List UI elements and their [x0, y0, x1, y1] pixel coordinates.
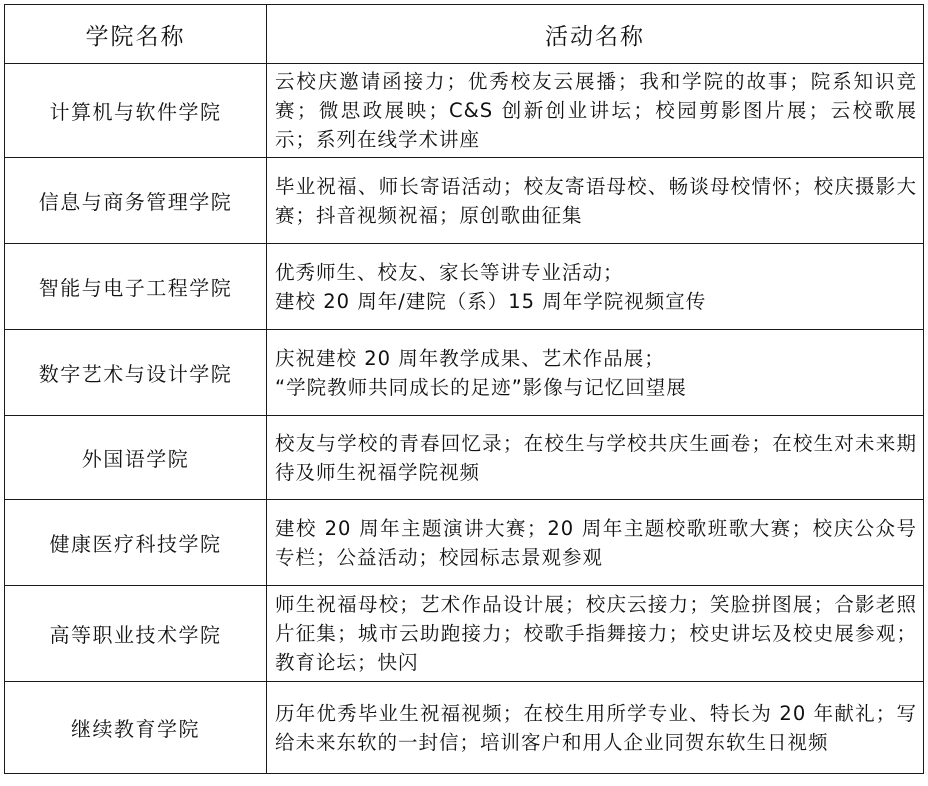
college-cell: 外国语学院	[5, 416, 267, 500]
activity-cell: 师生祝福母校；艺术作品设计展；校庆云接力；笑脸拼图展；合影老照片征集；城市云助跑接力；校歌手指舞接力；校史讲坛及校史展参观；教育论坛；快闪	[267, 586, 924, 682]
column-header-activity: 活动名称	[267, 5, 924, 64]
college-cell: 智能与电子工程学院	[5, 244, 267, 330]
column-header-college: 学院名称	[5, 5, 267, 64]
college-cell: 数字艺术与设计学院	[5, 330, 267, 416]
activity-cell: 毕业祝福、师长寄语活动；校友寄语母校、畅谈母校情怀；校庆摄影大赛；抖音视频祝福；原创歌曲征集	[267, 158, 924, 244]
college-cell: 高等职业技术学院	[5, 586, 267, 682]
activity-cell: 校友与学校的青春回忆录；在校生与学校共庆生画卷；在校生对未来期待及师生祝福学院视频	[267, 416, 924, 500]
table-header-row	[5, 5, 924, 64]
table-row	[5, 416, 924, 500]
activity-cell: 云校庆邀请函接力；优秀校友云展播；我和学院的故事；院系知识竞赛；微思政展映；C&S 创新创业讲坛；校园剪影图片展；云校歌展示；系列在线学术讲座	[267, 64, 924, 158]
college-cell: 信息与商务管理学院	[5, 158, 267, 244]
table-row	[5, 158, 924, 244]
table-row	[5, 500, 924, 586]
activity-cell: 庆祝建校 20 周年教学成果、艺术作品展； “学院教师共同成长的足迹”影像与记忆回望展	[267, 330, 924, 416]
activity-cell: 优秀师生、校友、家长等讲专业活动； 建校 20 周年/建院（系）15 周年学院视频宣传	[267, 244, 924, 330]
college-cell: 继续教育学院	[5, 682, 267, 774]
activity-cell: 建校 20 周年主题演讲大赛；20 周年主题校歌班歌大赛；校庆公众号专栏；公益活动；校园标志景观参观	[267, 500, 924, 586]
college-cell: 计算机与软件学院	[5, 64, 267, 158]
table-row	[5, 682, 924, 774]
table-row	[5, 586, 924, 682]
table-row	[5, 244, 924, 330]
document-page	[4, 4, 923, 774]
activity-cell: 历年优秀毕业生祝福视频；在校生用所学专业、特长为 20 年献礼；写给未来东软的一封信；培训客户和用人企业同贺东软生日视频	[267, 682, 924, 774]
college-cell: 健康医疗科技学院	[5, 500, 267, 586]
table-row	[5, 330, 924, 416]
table-row	[5, 64, 924, 158]
activities-table	[4, 4, 924, 774]
